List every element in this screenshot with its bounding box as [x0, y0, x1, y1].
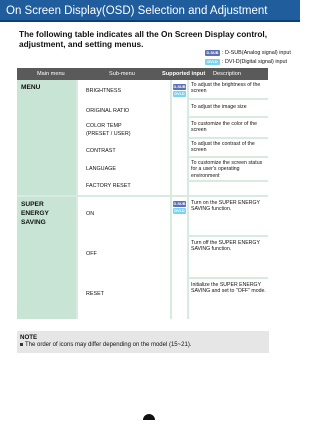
description-cell	[189, 182, 268, 195]
note-bullet	[20, 342, 192, 348]
page-tab-marker	[143, 414, 155, 420]
note-heading: NOTE	[20, 334, 38, 341]
description-cell	[189, 279, 268, 319]
description-text: To adjust the brightness of the screen	[191, 82, 261, 95]
dvi-badge: DVI-D	[174, 209, 185, 213]
description-text: Initialize the SUPER ENERGY SAVING and set to "OFF" mode.	[191, 282, 266, 295]
description-cell	[189, 80, 268, 98]
description-text: To customize the screen status for a user's operating environment	[191, 160, 263, 179]
legend-item-dsub	[205, 49, 291, 57]
legend-text: : DVI-D(Digital signal) input	[222, 59, 288, 65]
description-text: To adjust the image size	[191, 104, 247, 110]
table-header	[17, 68, 268, 80]
main-menu-label: MENU	[21, 84, 41, 91]
list-item: RESET	[86, 291, 104, 297]
intro-text: The following table indicates all the On Screen Display control, adjustment, and setting menus.	[19, 29, 268, 49]
sub-menu-group-super-energy-saving	[78, 197, 170, 319]
description-cell	[189, 158, 268, 180]
description-text: Turn off the SUPER ENERGY SAVING function.	[191, 240, 260, 253]
legend-item-dvi	[205, 58, 291, 66]
sub-menu-group-menu	[78, 80, 170, 195]
description-text: To adjust the contrast of the screen	[191, 141, 255, 154]
list-item: ON	[86, 211, 95, 217]
col-header-supported-input: Supported input	[162, 71, 206, 77]
description-cell	[189, 118, 268, 137]
dvi-badge: DVI-D	[174, 92, 185, 96]
main-menu-cell-menu	[17, 80, 76, 195]
list-item: OFF	[86, 251, 97, 257]
dsub-badge: D-SUB	[173, 85, 186, 89]
list-item: CONTRAST	[86, 148, 116, 154]
list-item: COLOR TEMP (PRESET / USER)	[86, 123, 131, 137]
dvi-badge: DVI-D	[205, 59, 220, 65]
supported-input-menu	[172, 80, 187, 195]
col-header-description: Description	[213, 71, 241, 77]
page-title: On Screen Display(OSD) Selection and Adjustment	[6, 5, 268, 17]
dsub-badge: D-SUB	[206, 51, 219, 55]
legend-text: : D-SUB(Analog signal) input	[222, 50, 291, 56]
description-cell	[189, 197, 268, 235]
list-item: FACTORY RESET	[86, 183, 131, 189]
dsub-badge: D-SUB	[173, 202, 186, 206]
supported-input-super-energy-saving	[172, 197, 187, 319]
page-header	[0, 0, 300, 22]
description-text: To customize the color of the screen	[191, 121, 258, 134]
description-cell	[189, 237, 268, 277]
input-legend	[205, 49, 291, 67]
list-item: ORIGINAL RATIO	[86, 108, 130, 114]
list-item: BRIGHTNESS	[86, 88, 122, 94]
main-menu-label: SUPER ENERGY SAVING	[21, 201, 49, 226]
note-box	[17, 331, 269, 353]
note-text: The order of icons may differ depending on the model (15~21).	[25, 342, 192, 348]
list-item: LANGUAGE	[86, 166, 116, 172]
description-cell	[189, 139, 268, 156]
description-text: Turn on the SUPER ENERGY SAVING function.	[191, 200, 260, 213]
main-menu-cell-super-energy-saving	[17, 197, 76, 319]
osd-menu-table	[17, 80, 268, 319]
col-header-main-menu: Main menu	[37, 71, 65, 77]
col-header-sub-menu: Sub-menu	[109, 71, 135, 77]
description-cell	[189, 100, 268, 116]
bullet-icon	[20, 343, 23, 346]
